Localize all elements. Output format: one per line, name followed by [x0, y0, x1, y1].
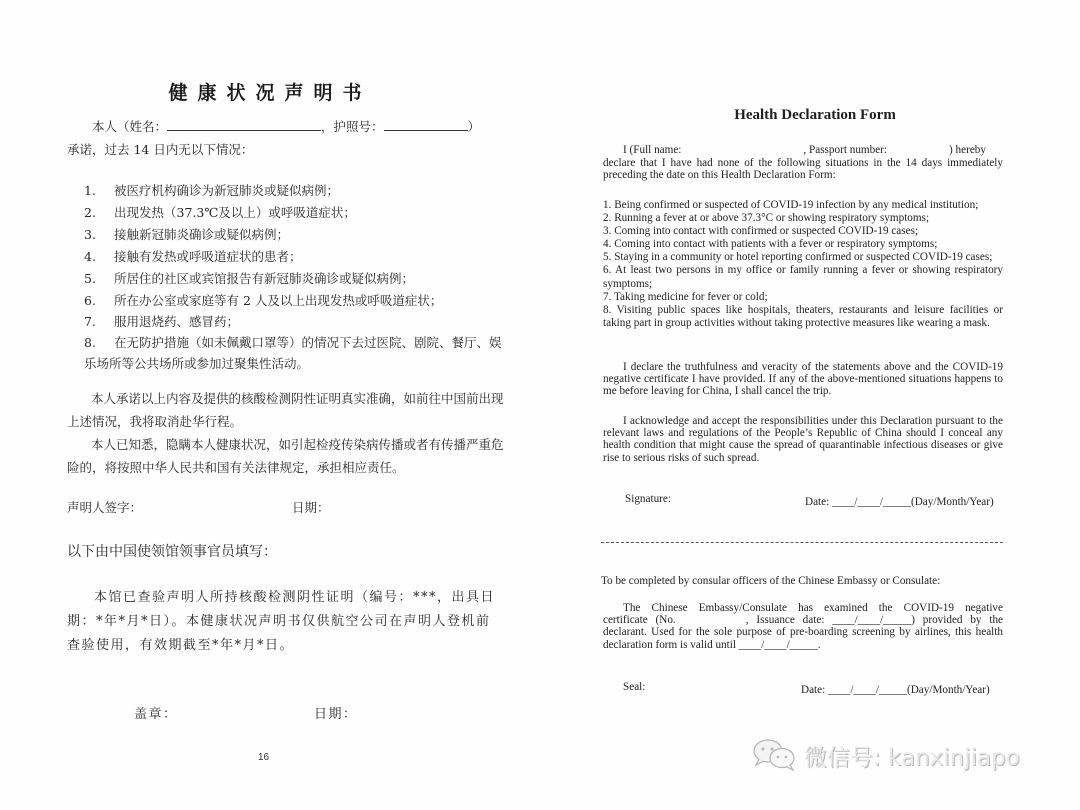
issuance-date-field[interactable]: ____/____/_____ — [832, 614, 912, 627]
seal-date-label: 日期： — [314, 707, 358, 722]
section-divider — [601, 542, 1003, 543]
name-field[interactable] — [167, 119, 321, 131]
consular-section-heading: To be completed by consular officers of the Chinese Embassy or Consulate: — [601, 575, 941, 587]
date-label: 日期： — [292, 500, 330, 515]
commitment-paragraph-1: 本人承诺以上内容及提供的核酸检测阴性证明真实准确，如前往中国前出现 — [91, 391, 504, 406]
list-item: 4. Coming into contact with patients with a fever or respiratory symptoms; — [603, 238, 938, 251]
list-item: 1. 被医疗机构确诊为新冠肺炎或疑似病例； — [84, 183, 340, 198]
commitment-paragraph-2: 本人已知悉，隐瞒本人健康状况，如引起检疫传染病传播或者有传播严重危 — [91, 437, 504, 452]
seal-label: Seal: — [623, 681, 646, 693]
signature-label: Signature: — [625, 493, 671, 505]
page-number: 16 — [258, 752, 270, 763]
list-item: 5. Staying in a community or hotel reporting confirmed or suspected COVID-19 cases; — [603, 251, 993, 264]
situation-list — [603, 199, 1003, 330]
list-item: 7. 服用退烧药、感冒药； — [84, 314, 240, 329]
signature-label: 声明人签字： — [67, 500, 143, 515]
list-item: 4. 接触有发热或呼吸道症状的患者； — [84, 249, 302, 264]
declarant-intro-line: I (Full name: , Passport number: ) hereby — [623, 144, 986, 156]
list-item: 2. Running a fever at or above 37.3°C or showing respiratory symptoms; — [603, 212, 930, 225]
intro-text: declare that I have had none of the following situations in the 14 days immediately preceding the date on this Health Declaration Form: — [603, 157, 1003, 182]
consular-text: The Chinese Embassy/Consulate has examined the COVID-19 negative certificate (No. , Issuance date: ____/____/_____) provided by the declarant. Used for the sole purpose of pre-boarding screening by airlines, this health declaration form is valid until ____/____/_____. — [603, 602, 1004, 651]
wechat-icon — [752, 738, 798, 772]
signature-date: Date: ____/____/_____(Day/Month/Year) — [805, 496, 994, 508]
declarant-intro-line: 本人（姓名： ，护照号： ） — [92, 119, 481, 134]
list-item: 1. Being confirmed or suspected of COVID-19 infection by any medical institution; — [603, 199, 979, 211]
consular-text-line: 本馆已查验声明人所持核酸检测阴性证明（编号：***，出具日 — [94, 590, 496, 605]
seal-date-field[interactable]: ____/____/_____ — [828, 684, 907, 696]
seal-label: 盖章： — [134, 707, 178, 722]
list-item: 5. 所居住的社区或宾馆报告有新冠肺炎确诊或疑似病例； — [84, 271, 415, 286]
passport-field[interactable] — [384, 119, 468, 131]
form-title: Health Declaration Form — [734, 107, 896, 123]
commitment-paragraph-1-cont: 上述情况，我将取消赴华行程。 — [67, 414, 243, 429]
watermark-text: 微信号: kanxinjiapo — [804, 744, 1020, 771]
intro-continuation: 承诺，过去 14 日内无以下情况： — [67, 142, 254, 157]
list-item: 8. Visiting public spaces like hospitals, theaters, restaurants and leisure facilities or taking part in group activities without taking protective measures like wearing a mask. — [603, 303, 1003, 329]
list-item: 2. 出现发热（37.3℃及以上）或呼吸道症状； — [84, 205, 356, 220]
list-item: 3. 接触新冠肺炎确诊或疑似病例； — [84, 227, 290, 242]
page-title: 健康状况声明书 — [168, 82, 372, 104]
seal-date: Date: ____/____/_____(Day/Month/Year) — [801, 684, 990, 696]
list-item: 8. 在无防护措施（如未佩戴口罩等）的情况下去过医院、剧院、餐厅、娱 — [84, 335, 502, 350]
declaration-paragraph-2: I acknowledge and accept the responsibilities under this Declaration pursuant to the relevant laws and regulations of the People’s Republic of China should I conceal any health condition that might cause the spread of quarantinable infectious diseases or give rise to serious risks of such spread. — [603, 415, 1003, 464]
signature-date-field[interactable]: ____/____/_____ — [832, 496, 911, 508]
commitment-paragraph-2-cont: 险的，将按照中华人民共和国有关法律规定，承担相应责任。 — [67, 460, 405, 475]
list-item: 7. Taking medicine for fever or cold; — [603, 290, 768, 303]
list-item: 3. Coming into contact with confirmed or suspected COVID-19 cases; — [603, 225, 919, 238]
list-item: 6. At least two persons in my office or family running a fever or showing respiratory symptoms; — [603, 264, 1003, 290]
consular-text-line: 查验使用，有效期截至*年*月*日。 — [67, 638, 295, 653]
consular-text-line: 期：*年*月*日）。本健康状况声明书仅供航空公司在声明人登机前 — [67, 614, 491, 629]
valid-until-field[interactable]: ____/____/_____ — [738, 638, 818, 651]
wechat-watermark — [752, 738, 1020, 772]
declaration-paragraph-1: I declare the truthfulness and veracity of the statements above and the COVID-19 negative certificate I have provided. If any of the above-mentioned situations happens to me before leaving for China, I shall cancel the trip. — [603, 361, 1003, 398]
consular-section-heading: 以下由中国使领馆领事官员填写： — [67, 544, 277, 560]
list-item-continuation: 乐场所等公共场所或参加过聚集性活动。 — [84, 356, 310, 371]
list-item: 6. 所在办公室或家庭等有 2 人及以上出现发热或呼吸道症状； — [84, 293, 443, 308]
